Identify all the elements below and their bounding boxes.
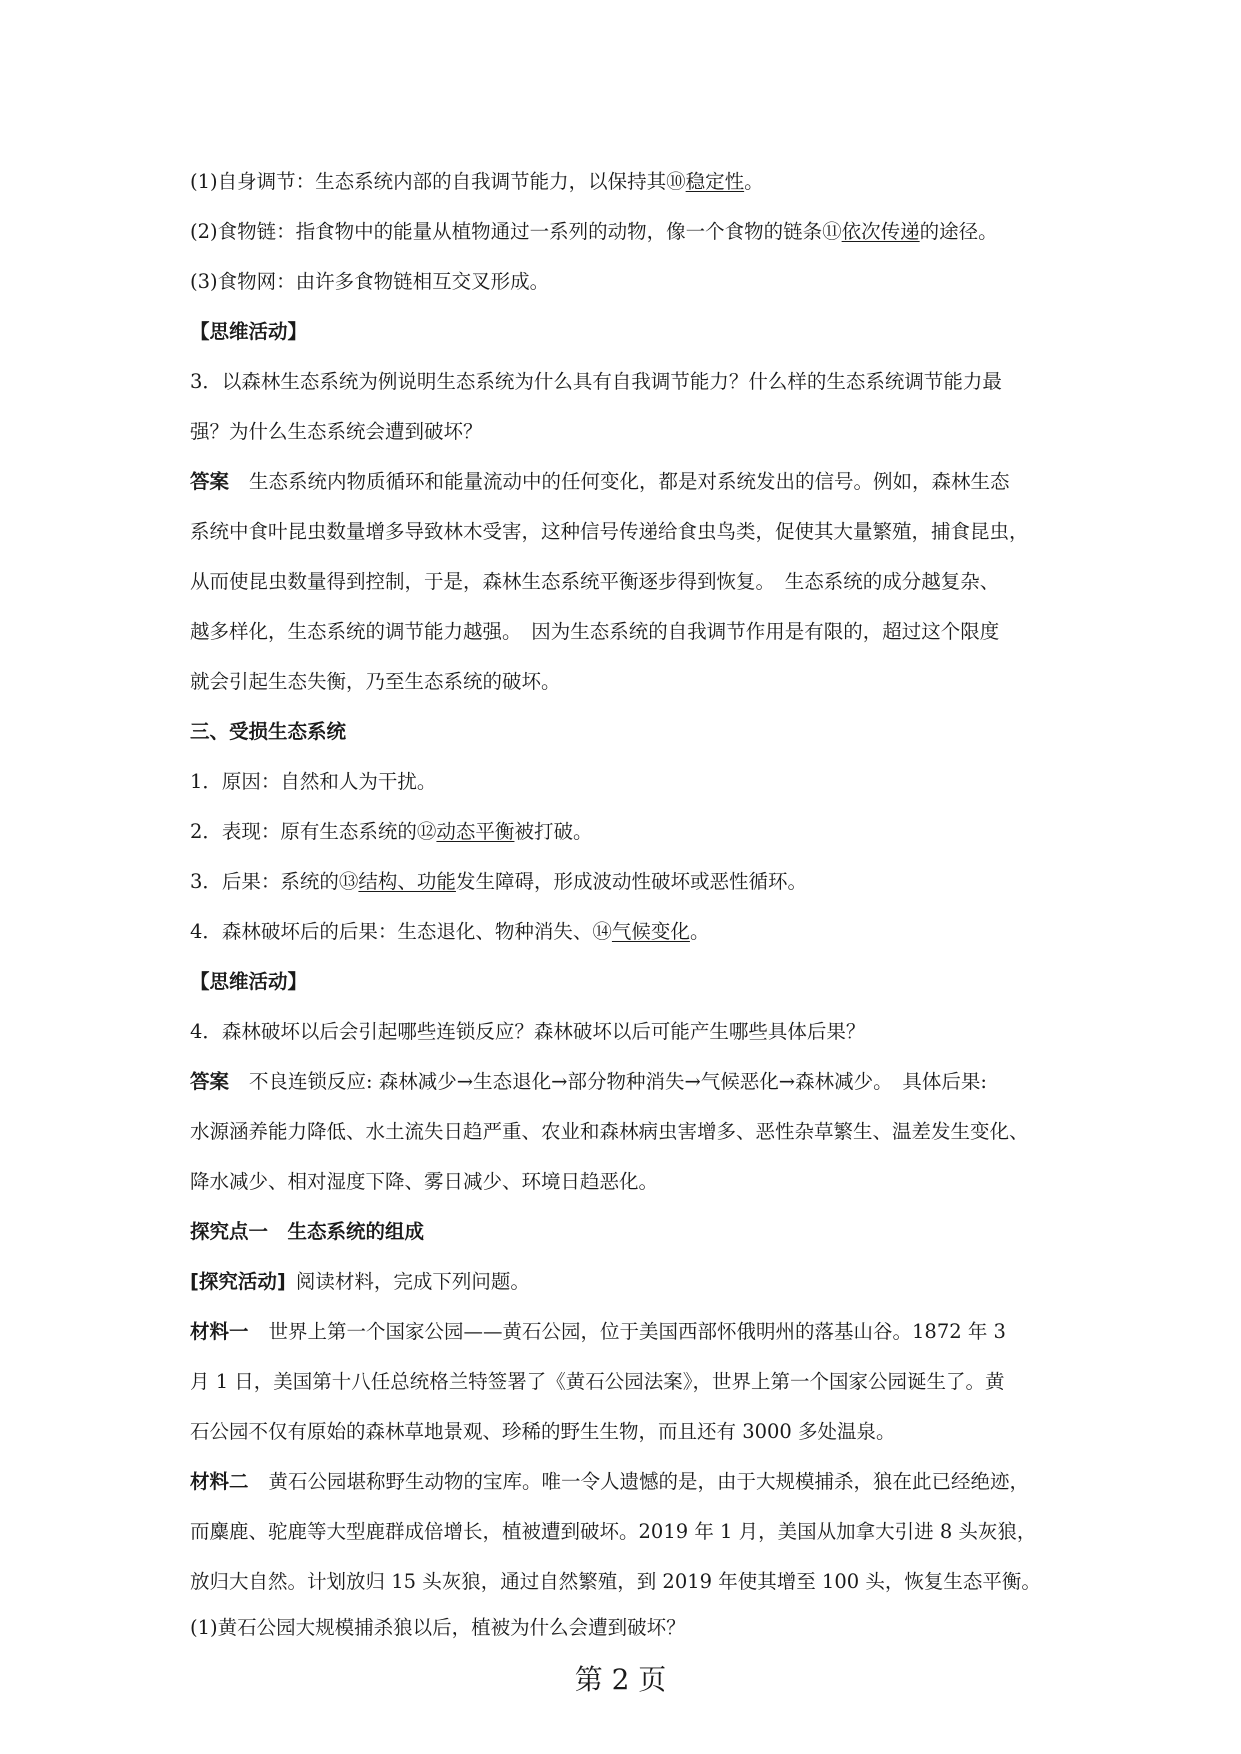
section-3-heading: 三、受损生态系统 (190, 720, 347, 743)
material-1-line (190, 1318, 1060, 1346)
question-4: 4．森林破坏以后会引起哪些连锁反应？森林破坏以后可能产生哪些具体后果？ (190, 1020, 866, 1043)
answer-4-line: 降水减少、相对湿度下降、雾日减少、环境日趋恶化。 (190, 1170, 659, 1193)
item-text: 发生障碍，形成波动性破坏或恶性循环。 (455, 870, 807, 893)
answer-text: 生态系统内物质循环和能量流动中的任何变化，都是对系统发出的信号。例如，森林生态 (249, 470, 1010, 493)
page-number: 第 2 页 (574, 1663, 667, 1696)
item-text: (1)自身调节：生态系统内部的自我调节能力，以保持其⑩ (190, 170, 686, 193)
activity-label: [探究活动] (190, 1270, 286, 1293)
answer-text: 不良连锁反应: 森林减少→生态退化→部分物种消失→气候恶化→森林减少。 具体后果: (249, 1070, 987, 1093)
thinking-activity-label: 【思维活动】 (190, 320, 308, 343)
material-1-line: 石公园不仅有原始的森林草地景观、珍稀的野生生物，而且还有 3000 多处温泉。 (190, 1420, 896, 1443)
answer-4-line: 水源涵养能力降低、水土流失日趋严重、农业和森林病虫害增多、恶性杂草繁生、温差发生变化、 (190, 1120, 1029, 1143)
item-text: 4．森林破坏后的后果：生态退化、物种消失、⑭ (190, 920, 612, 943)
section-3-item (190, 918, 1060, 946)
thinking-activity-label: 【思维活动】 (190, 970, 308, 993)
explore-question-1: (1)黄石公园大规模捕杀狼以后，植被为什么会遭到破坏？ (190, 1616, 686, 1639)
material-2-line: 而麋鹿、驼鹿等大型鹿群成倍增长，植被遭到破坏。2019 年 1 月，美国从加拿大引进 8 头灰狼， (190, 1520, 1037, 1543)
section-3-item: 1．原因：自然和人为干扰。 (190, 770, 437, 793)
blank-answer: 结构、功能 (358, 870, 456, 893)
item-food-web (190, 268, 1060, 296)
item-text: (3)食物网：由许多食物链相互交叉形成。 (190, 270, 550, 293)
material-2-label: 材料二 (190, 1470, 249, 1493)
material-text: 世界上第一个国家公园——黄石公园，位于美国西部怀俄明州的落基山谷。1872 年 3 (268, 1320, 1006, 1343)
question-3-line: 3．以森林生态系统为例说明生态系统为什么具有自我调节能力？什么样的生态系统调节能力最 (190, 370, 1002, 393)
answer-3-line: 就会引起生态失衡，乃至生态系统的破坏。 (190, 670, 561, 693)
item-text: 被打破。 (514, 820, 593, 843)
material-2-line: 放归大自然。计划放归 15 头灰狼，通过自然繁殖，到 2019 年使其增至 100 头，恢复生态平衡。 (190, 1570, 1041, 1593)
item-text: 。 (689, 920, 710, 943)
answer-3-line: 越多样化，生态系统的调节能力越强。 因为生态系统的自我调节作用是有限的，超过这个限度 (190, 620, 1000, 643)
blank-answer: 气候变化 (611, 920, 690, 943)
answer-4-line (190, 1068, 1060, 1096)
section-3-item (190, 868, 1060, 896)
blank-answer: 稳定性 (685, 170, 745, 193)
answer-3-line: 从而使昆虫数量得到控制，于是，森林生态系统平衡逐步得到恢复。 生态系统的成分越复杂、 (190, 570, 1000, 593)
item-text: 3．后果：系统的⑬ (190, 870, 359, 893)
answer-3-line (190, 468, 1060, 496)
explore-heading: 探究点一 生态系统的组成 (190, 1220, 425, 1243)
item-food-chain (190, 218, 1060, 246)
item-text: 2．表现：原有生态系统的⑫ (190, 820, 437, 843)
answer-label: 答案 (190, 470, 230, 493)
item-text: (2)食物链：指食物中的能量从植物通过一系列的动物，像一个食物的链条⑪ (190, 220, 842, 243)
item-text: 。 (744, 170, 764, 193)
activity-text: 阅读材料，完成下列问题。 (295, 1270, 530, 1293)
blank-answer: 动态平衡 (436, 820, 515, 843)
item-self-regulation (190, 168, 1060, 196)
material-1-label: 材料一 (190, 1320, 249, 1343)
answer-label: 答案 (190, 1070, 230, 1093)
item-text: 的途径。 (919, 220, 998, 243)
material-1-line: 月 1 日，美国第十八任总统格兰特签署了《黄石公园法案》，世界上第一个国家公园诞生了。黄 (190, 1370, 1005, 1393)
explore-activity (190, 1268, 1060, 1296)
question-3-line: 强？为什么生态系统会遭到破坏？ (190, 420, 483, 443)
section-3-item (190, 818, 1060, 846)
blank-answer: 依次传递 (841, 220, 920, 243)
answer-3-line: 系统中食叶昆虫数量增多导致林木受害，这种信号传递给食虫鸟类，促使其大量繁殖，捕食昆虫， (190, 520, 1029, 543)
material-text: 黄石公园堪称野生动物的宝库。唯一令人遗憾的是，由于大规模捕杀，狼在此已经绝迹， (268, 1470, 1030, 1493)
material-2-line (190, 1468, 1060, 1496)
